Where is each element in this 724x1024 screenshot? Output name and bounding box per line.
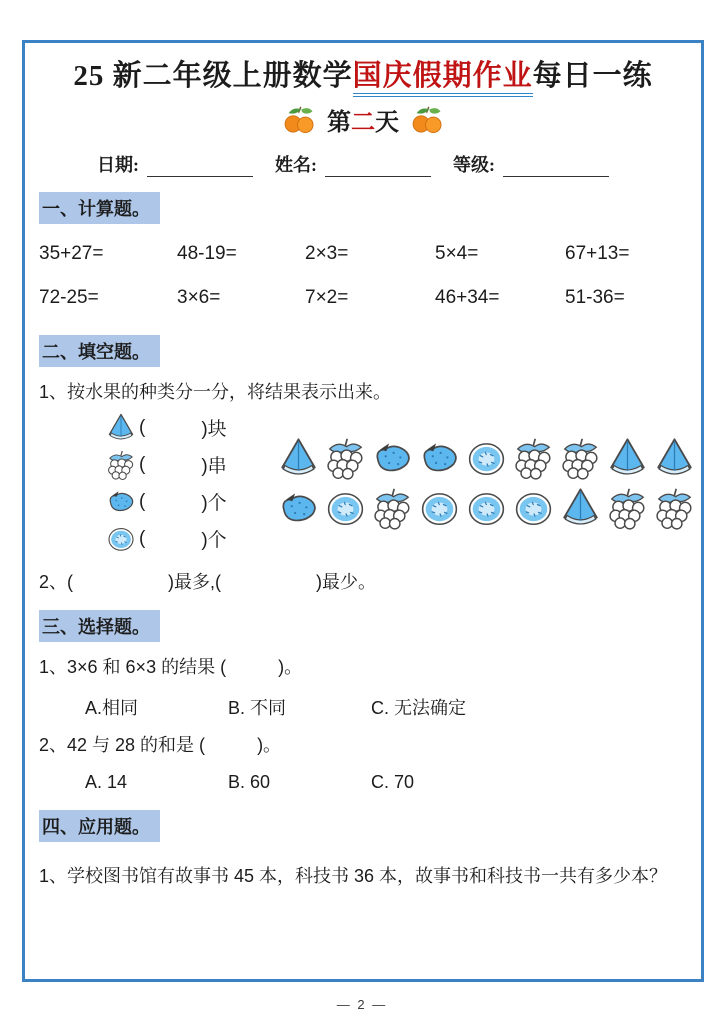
question-text-part: )最多,(	[168, 572, 222, 592]
calc-problem: 35+27=	[39, 243, 104, 264]
legend-unit-label: )块	[201, 419, 227, 440]
info-label-1: 姓名:	[275, 155, 317, 175]
choice-option: C. 无法确定	[371, 698, 467, 718]
fruit-cell	[557, 486, 604, 531]
choice-option: A. 14	[85, 772, 128, 792]
melon-icon	[417, 486, 462, 531]
fruit-row	[275, 433, 698, 483]
calc-problem: 7×2=	[305, 287, 349, 308]
legend-strawberry-wrap	[103, 486, 139, 518]
melon-icon	[323, 486, 368, 531]
fruit-cell	[369, 436, 416, 481]
section-header-fill: 二、填空题。	[39, 335, 160, 367]
tangerine-icon	[409, 101, 445, 137]
legend-row-watermelon	[103, 409, 275, 446]
legend-watermelon-wrap	[103, 412, 139, 444]
melon-icon	[464, 486, 509, 531]
fruit-cell	[275, 486, 322, 531]
day-number: 二	[351, 109, 375, 136]
choice-question-2	[39, 732, 687, 758]
fruit-cell	[651, 436, 698, 481]
calc-problem: 51-36=	[565, 287, 625, 308]
calc-problems	[39, 232, 687, 320]
question-text-part: 1、3×6 和 6×3 的结果 (	[39, 657, 227, 677]
choice-question-1-options	[85, 694, 687, 720]
fill-question-1: 1、按水果的种类分一分，将结果表示出来。	[39, 382, 392, 402]
legend-row-grapes	[103, 446, 275, 483]
worksheet-title	[39, 55, 687, 97]
legend-unit-label: )个	[201, 493, 227, 514]
strawberry-icon	[105, 486, 137, 518]
fruit-sorting-area	[103, 409, 687, 557]
choice-option: B. 60	[228, 772, 271, 792]
watermelon-icon	[652, 436, 697, 481]
app-question-1: 1、学校图书馆有故事书 45 本，科技书 36 本，故事书和科技书一共有多少本？	[39, 866, 668, 886]
day-post: 天	[375, 109, 399, 136]
section-header-app: 四、应用题。	[39, 810, 160, 842]
title-prefix: 25 新二年级上册数学	[73, 60, 353, 92]
question-text-part: )最少。	[316, 572, 377, 592]
calc-problem: 72-25=	[39, 287, 99, 308]
watermelon-icon	[276, 436, 321, 481]
legend-row-strawberry	[103, 483, 275, 520]
watermelon-icon	[105, 412, 137, 444]
fruit-cell	[369, 486, 416, 531]
calc-problem: 2×3=	[305, 243, 349, 264]
title-suffix: 每日一练	[532, 60, 653, 92]
day-pre: 第	[327, 109, 351, 136]
legend-paren-open: (	[139, 416, 146, 438]
section-header-choice: 三、选择题。	[39, 610, 160, 642]
fruit-cell	[322, 486, 369, 531]
fruit-cell	[510, 436, 557, 481]
question-text-part: 2、42 与 28 的和是 (	[39, 735, 206, 755]
legend-melon-wrap	[103, 523, 139, 555]
choice-option: A.相同	[85, 698, 139, 718]
legend-unit-label: )个	[201, 530, 227, 551]
calc-row	[39, 232, 687, 276]
melon-icon	[464, 436, 509, 481]
info-label-0: 日期:	[97, 155, 139, 175]
day-heading	[39, 99, 687, 139]
section-header-calc: 一、计算题。	[39, 192, 160, 224]
grapes-icon	[511, 436, 556, 481]
fruit-cell	[557, 436, 604, 481]
legend-grapes-wrap	[103, 449, 139, 481]
choice-question-2-options	[85, 772, 687, 793]
watermelon-icon	[605, 436, 650, 481]
fruit-cell	[275, 436, 322, 481]
fruit-cell	[510, 486, 557, 531]
melon-icon	[511, 486, 556, 531]
watermelon-icon	[558, 486, 603, 531]
fruit-cell	[463, 436, 510, 481]
fill-question-2	[39, 569, 687, 595]
day-label	[327, 102, 399, 137]
grapes-icon	[605, 486, 650, 531]
info-blank-0	[147, 155, 253, 177]
grapes-icon	[370, 486, 415, 531]
fruit-grid	[275, 433, 698, 533]
page-number: — 2 —	[336, 997, 388, 1012]
strawberry-icon	[417, 436, 462, 481]
calc-problem: 67+13=	[565, 243, 630, 264]
choice-option: B. 不同	[228, 698, 287, 718]
question-text-part: )。	[257, 735, 282, 755]
grapes-icon	[105, 449, 137, 481]
question-text-part: )。	[278, 657, 303, 677]
choice-option: C. 70	[371, 772, 415, 792]
fruit-cell	[322, 436, 369, 481]
fruit-cell	[604, 436, 651, 481]
grapes-icon	[652, 486, 697, 531]
calc-problem: 5×4=	[435, 243, 479, 264]
calc-problem: 3×6=	[177, 287, 221, 308]
calc-row	[39, 276, 687, 320]
calc-problem: 48-19=	[177, 243, 237, 264]
legend-paren-open: (	[139, 490, 146, 512]
fruit-cell	[651, 486, 698, 531]
fruit-row	[275, 483, 698, 533]
choice-question-1	[39, 654, 687, 680]
strawberry-icon	[370, 436, 415, 481]
grapes-icon	[558, 436, 603, 481]
fruit-cell	[604, 486, 651, 531]
info-line	[97, 145, 687, 177]
strawberry-icon	[276, 486, 321, 531]
legend-paren-open: (	[139, 527, 146, 549]
melon-icon	[105, 523, 137, 555]
legend-row-melon	[103, 520, 275, 557]
legend-unit-label: )串	[201, 456, 227, 477]
fruit-legend	[103, 409, 275, 557]
fruit-cell	[416, 486, 463, 531]
legend-paren-open: (	[139, 453, 146, 475]
tangerine-icon	[281, 101, 317, 137]
info-label-2: 等级:	[453, 155, 495, 175]
title-highlight: 国庆假期作业	[353, 60, 533, 97]
fruit-cell	[416, 436, 463, 481]
fruit-cell	[463, 486, 510, 531]
grapes-icon	[323, 436, 368, 481]
info-blank-2	[503, 155, 609, 177]
info-blank-1	[325, 155, 431, 177]
calc-problem: 46+34=	[435, 287, 500, 308]
question-text-part: 2、(	[39, 572, 74, 592]
page-border-frame	[22, 40, 704, 982]
